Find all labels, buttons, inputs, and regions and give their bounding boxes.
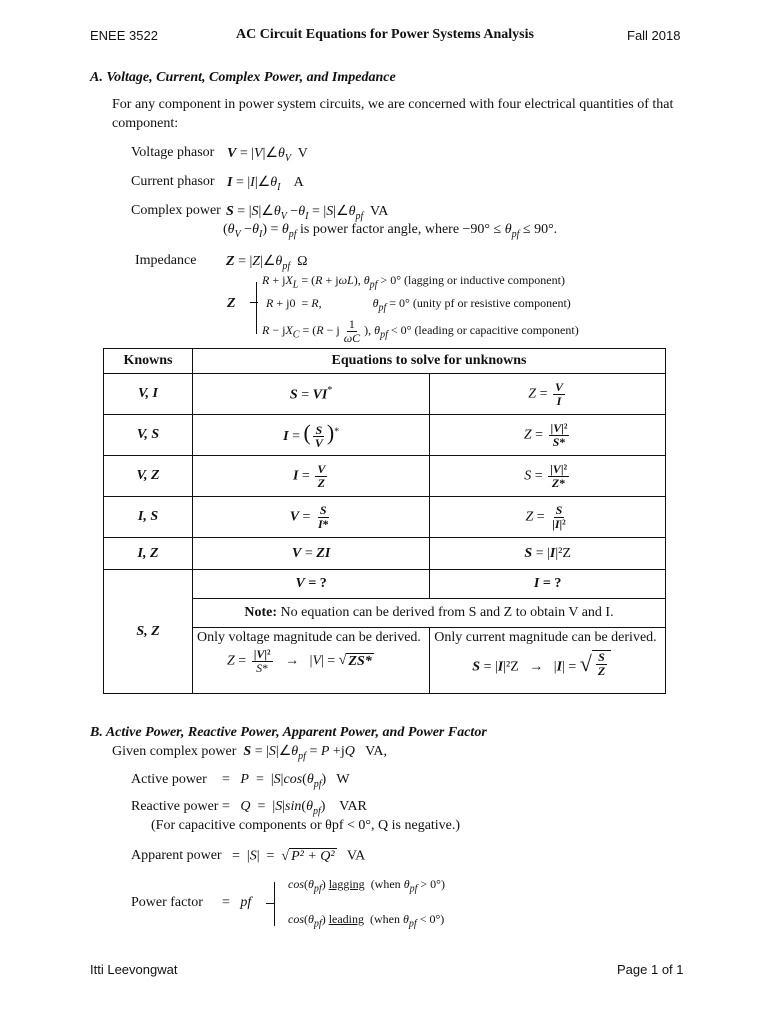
knowns-i-s: I, S <box>104 497 193 538</box>
eq-z-v-over-i: Z = $\frac{V}{I}$ <box>430 374 666 415</box>
current-phasor-eq: $I = |I|\angle\theta_I$ A <box>227 175 304 193</box>
eq-v-s-over-i: V = $\frac{S}{I*}$ <box>193 497 430 538</box>
unity-desc: (unity pf or resistive component) <box>412 296 571 310</box>
eq-i-v-over-z: I = $\frac{V}{Z}$ <box>193 456 430 497</box>
current-phasor-label: Current phasor <box>131 174 215 189</box>
note-label: Note: <box>244 605 278 620</box>
header-equations: Equations to solve for unknowns <box>193 349 666 374</box>
eq-s-i2z: S = |I|²Z <box>430 538 666 570</box>
knowns-s-z: S, Z <box>104 570 193 694</box>
current-magnitude-cell <box>430 628 666 694</box>
lagging-case: $R + jX_L = (R + j\omega L)$, $\theta_{pf} > 0^\circ$ (lagging or inductive component) <box>262 273 565 291</box>
page-title: AC Circuit Equations for Power Systems Analysis <box>236 27 534 42</box>
active-power-label: Active power <box>131 772 207 787</box>
leading-word: leading <box>328 912 365 926</box>
eq-z-v2-over-s: Z = $\frac{\text{|V|²}}{S*}$ <box>430 415 666 456</box>
section-a-heading: A. Voltage, Current, Complex Power, and Impedance <box>90 70 396 85</box>
only-voltage-text: Only voltage magnitude can be derived. <box>197 630 421 645</box>
eq-v-zi: V = ZI <box>193 538 430 570</box>
knowns-v-z: V, Z <box>104 456 193 497</box>
only-current-text: Only current magnitude can be derived. <box>434 630 657 645</box>
impedance-eq: $Z = |Z|\angle\theta_{pf}$ Ω <box>226 254 308 272</box>
knowns-v-s: V, S <box>104 415 193 456</box>
unknown-v: V = ? <box>193 570 430 599</box>
footer-author: Itti Leevongwat <box>90 962 178 977</box>
voltage-magnitude-cell <box>193 628 430 694</box>
pf-brace-tip <box>266 903 275 904</box>
lagging-word: lagging <box>328 877 365 891</box>
section-b-heading: B. Active Power, Reactive Power, Apparent Power, and Power Factor <box>90 725 487 740</box>
active-power-eq: = $P = |S|\cos(\theta_{pf})$ W <box>222 772 350 790</box>
power-factor-eq: = pf <box>222 895 252 910</box>
term: Fall 2018 <box>627 28 681 43</box>
eq-v-magnitude: Z = $\frac{\text{|V|²}}{S*}$ → |V| = √ ZS* <box>227 647 372 675</box>
reactive-note: (For capacitive components or θpf < 0°, Q is negative.) <box>151 818 461 833</box>
reactive-power-label: Reactive power <box>131 799 219 814</box>
eq-z-s-over-i2: Z = $\frac{S}{\text{|I|²}}$ <box>430 497 666 538</box>
impedance-label: Impedance <box>135 253 197 268</box>
leading-case: $R - jX_C = (R - j$ $\frac{1}{\omega C}$ ), $\theta_{pf} < 0^\circ$ (leading or capacitive component) <box>262 317 579 345</box>
unity-case: R + j0 = R, $\theta_{pf} = 0^\circ$ (unity pf or resistive component) <box>266 296 571 314</box>
given-text: Given complex power <box>112 744 237 759</box>
pf-leading: $\cos(\theta_{pf})$ leading (when $\theta_{pf} < 0^\circ$) <box>288 912 445 930</box>
note-row <box>193 599 666 628</box>
knowns-i-z: I, Z <box>104 538 193 570</box>
brace-tip <box>250 302 258 303</box>
impedance-brace <box>256 282 257 334</box>
given-complex-power: Given complex power $S = |S|\angle\theta_{pf} = P +jQ$ VA, <box>112 744 388 762</box>
power-factor-label: Power factor <box>131 895 203 910</box>
footer-page: Page 1 of 1 <box>617 962 684 977</box>
header-knowns: Knowns <box>104 349 193 374</box>
apparent-power-eq: = |S| = √ P² + Q² VA <box>232 848 366 864</box>
pf-angle-text: is power factor angle, where <box>300 222 460 237</box>
eq-s-v2-over-z: S = $\frac{\text{|V|²}}{Z*}$ <box>430 456 666 497</box>
pf-lagging: $\cos(\theta_{pf})$ lagging (when $\theta_{pf} > 0^\circ$) <box>288 877 445 895</box>
intro-line-2: component: <box>112 116 179 131</box>
intro-line-1: For any component in power system circuits, we are concerned with four electrical quantities of that <box>112 97 674 112</box>
leading-desc: (leading or capacitive component) <box>414 322 579 337</box>
pf-angle-definition: $(\theta_V -\theta_I) = \theta_{pf}$ is power factor angle, where $-90^\circ \le \theta_{pf} \le 90^\circ$. <box>223 222 558 240</box>
reactive-power-eq: = $Q = |S|\sin(\theta_{pf})$ VAR <box>222 799 367 817</box>
apparent-power-label: Apparent power <box>131 848 222 863</box>
complex-power-eq: $S = |S|\angle\theta_V -\theta_I$ = $|S|\angle\theta_{pf}$ VA <box>226 204 389 222</box>
course-code: ENEE 3522 <box>90 28 158 43</box>
voltage-phasor-label: Voltage phasor <box>131 145 215 160</box>
lagging-desc: (lagging or inductive component) <box>404 273 565 287</box>
eq-i-s-over-v: I = ( $\frac{S}{V}$ )* <box>193 415 430 456</box>
impedance-z-symbol: Z <box>227 296 236 311</box>
complex-power-label: Complex power <box>131 203 221 218</box>
equations-table <box>103 348 666 694</box>
voltage-phasor-eq: $V = |V|\angle\theta_V$ V <box>227 146 308 164</box>
pf-brace <box>274 882 275 926</box>
knowns-v-i: V, I <box>104 374 193 415</box>
eq-i-magnitude: S = |I|²Z → |I| = √ $\frac{S}{Z}$ <box>472 650 661 677</box>
eq-s-vi: S = VI* <box>193 374 430 415</box>
note-text: No equation can be derived from S and Z to obtain V and I. <box>280 605 614 620</box>
unknown-i: I = ? <box>430 570 666 599</box>
